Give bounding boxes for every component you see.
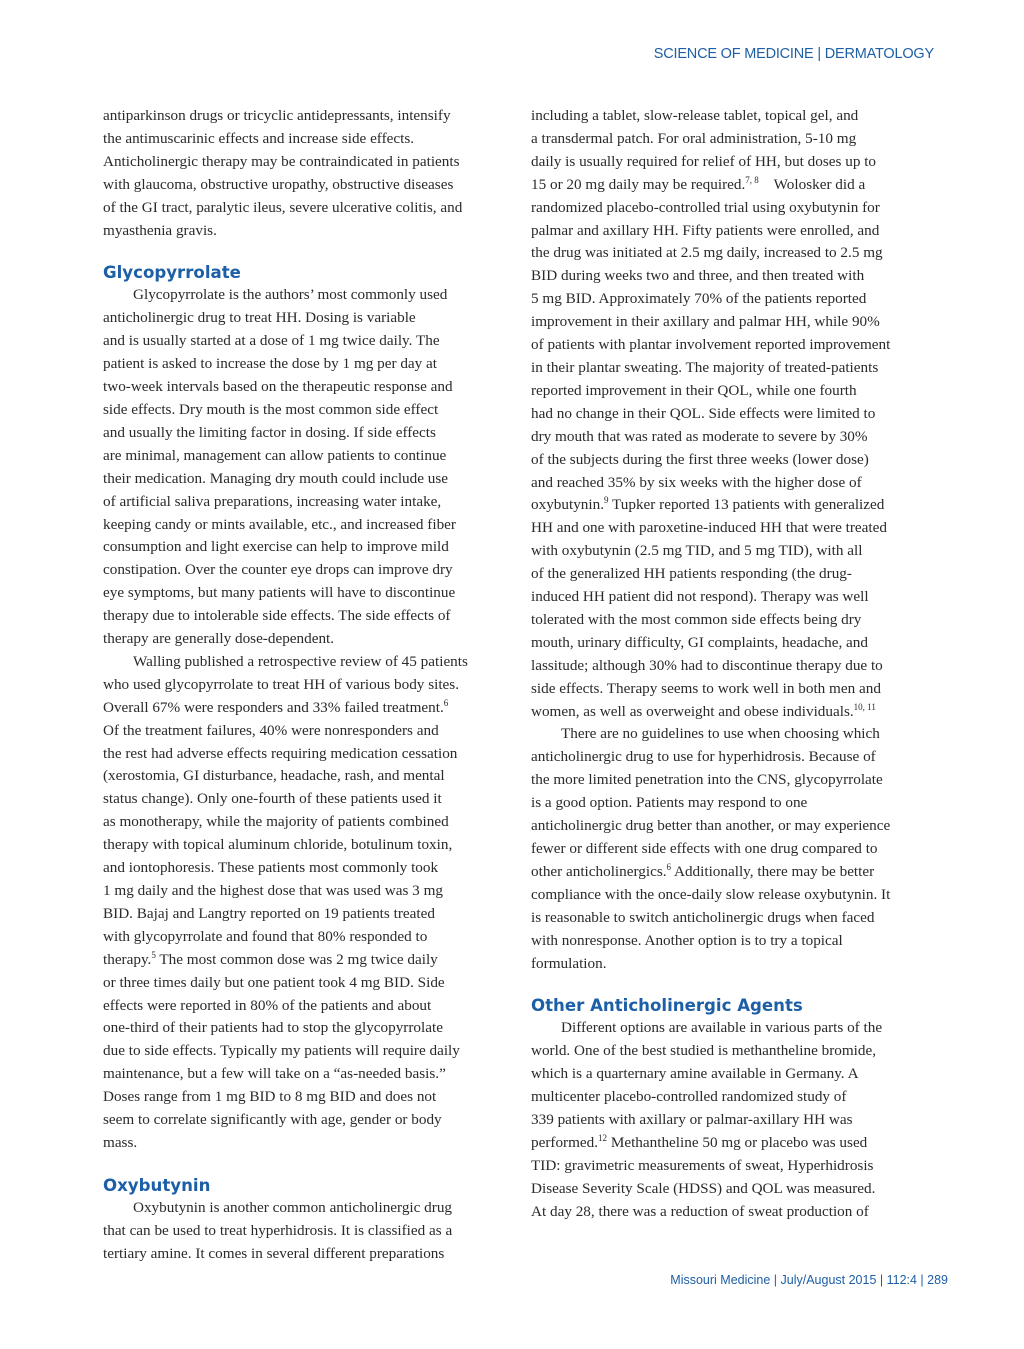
section-gap — [103, 242, 503, 262]
text-line: 339 patients with axillary or palmar-axillary HH was — [531, 1111, 853, 1129]
text-line: fewer or different side effects with one drug compared to — [531, 840, 878, 857]
glycopyrrolate-paragraph-2 — [103, 651, 503, 1155]
text-line: and is usually started at a dose of 1 mg twice daily. The — [103, 332, 440, 350]
text-line: as monotherapy, while the majority of patients combined — [103, 813, 449, 831]
citation-ref: 6 — [666, 861, 672, 872]
text-line: and iontophoresis. These patients most commonly took — [103, 859, 439, 877]
text-line: Of the treatment failures, 40% were nonresponders and — [103, 721, 439, 739]
text-line: the rest had adverse effects requiring medication cessation — [103, 744, 458, 762]
text-line: mass. — [103, 1133, 138, 1151]
text-line: of artificial saliva preparations, increasing water intake, — [103, 492, 442, 510]
text-line: and usually the limiting factor in dosing. If side effects — [103, 423, 436, 441]
text-line — [103, 949, 503, 972]
text-line — [531, 1132, 939, 1155]
text-line: which is a quarternary amine available in Germany. A — [531, 1065, 859, 1083]
text-line: with nonresponse. Another option is to try a topical — [531, 931, 843, 949]
text-span: therapy. — [103, 950, 152, 968]
text-line: had no change in their QOL. Side effects were limited to — [531, 404, 876, 422]
text-span: oxybutynin. — [531, 496, 604, 514]
text-line: world. One of the best studied is methantheline bromide, — [531, 1042, 877, 1060]
citation-ref: 7, 8 — [745, 174, 759, 185]
text-line: lassitude; although 30% had to discontinue therapy due to — [531, 656, 883, 674]
text-line: with glaucoma, obstructive uropathy, obstructive diseases — [103, 175, 454, 193]
text-line: keeping candy or mints available, etc., and increased fiber — [103, 515, 456, 533]
text-line: (xerostomia, GI disturbance, headache, rash, and mental — [103, 767, 445, 785]
text-span: Overall 67% were responders and 33% failed treatment. — [103, 698, 444, 716]
text-line — [531, 861, 939, 884]
text-line: of patients with plantar involvement reported improvement — [531, 336, 891, 354]
text-line: formulation. — [531, 954, 607, 972]
text-span: Tupker reported 13 patients with generalized — [608, 496, 885, 514]
anticholinergic-choice-paragraph — [531, 723, 939, 975]
text-line: therapy with topical aluminum chloride, botulinum toxin, — [103, 836, 453, 854]
glycopyrrolate-paragraph-1 — [103, 284, 503, 651]
oxybutynin-paragraph-1 — [103, 1197, 503, 1266]
text-line: anticholinergic drug better than another, or may experience — [531, 817, 891, 835]
text-line: Anticholinergic therapy may be contraindicated in patients — [103, 152, 460, 170]
text-line — [531, 494, 939, 517]
citation-ref: 10, 11 — [853, 701, 876, 712]
text-line: patient is asked to increase the dose by 1 mg per day at — [103, 355, 438, 373]
text-line: BID during weeks two and three, and then treated with — [531, 267, 865, 285]
text-line: TID: gravimetric measurements of sweat, Hyperhidrosis — [531, 1156, 874, 1174]
intro-paragraph — [103, 105, 503, 242]
text-line: tolerated with the most common side effects being dry — [531, 610, 862, 628]
text-line: therapy are generally dose-dependent. — [103, 630, 335, 648]
running-header: SCIENCE OF MEDICINE | DERMATOLOGY — [653, 46, 934, 62]
page-footer: Missouri Medicine | July/August 2015 | 112:4 | 289 — [670, 1273, 948, 1287]
text-line: two-week intervals based on the therapeutic response and — [103, 378, 453, 396]
text-line: and reached 35% by six weeks with the higher dose of — [531, 473, 862, 491]
text-line: improvement in their axillary and palmar HH, while 90% — [531, 313, 880, 331]
section-heading-other-anticholinergic-agents: Other Anticholinergic Agents — [531, 996, 803, 1016]
text-line: due to side effects. Typically my patients will require daily — [103, 1042, 460, 1060]
section-heading-oxybutynin: Oxybutynin — [103, 1175, 211, 1195]
text-line: a transdermal patch. For oral administration, 5-10 mg — [531, 129, 857, 147]
text-line: Oxybutynin is another common anticholinergic drug — [133, 1198, 453, 1216]
text-span: other anticholinergics. — [531, 862, 667, 880]
text-line: or three times daily but one patient took 4 mg BID. Side — [103, 973, 445, 991]
text-line: the more limited penetration into the CNS, glycopyrrolate — [531, 771, 883, 789]
section-heading-glycopyrrolate: Glycopyrrolate — [103, 263, 241, 283]
text-line: tertiary amine. It comes in several different preparations — [103, 1244, 445, 1262]
text-span: Additionally, there may be better — [671, 862, 875, 880]
text-line: HH and one with paroxetine-induced HH that were treated — [531, 519, 887, 537]
text-line: myasthenia gravis. — [103, 221, 217, 239]
text-line: including a tablet, slow-release tablet, topical gel, and — [531, 107, 859, 124]
text-line: the drug was initiated at 2.5 mg daily, increased to 2.5 mg — [531, 244, 883, 262]
text-line: eye symptoms, but many patients will have to discontinue — [103, 584, 456, 602]
text-line: of the subjects during the first three weeks (lower dose) — [531, 450, 869, 468]
text-line: is reasonable to switch anticholinergic drugs when faced — [531, 908, 875, 926]
text-line: is a good option. Patients may respond to one — [531, 794, 808, 812]
text-line: therapy due to intolerable side effects. The side effects of — [103, 607, 451, 625]
text-line: who used glycopyrrolate to treat HH of various body sites. — [103, 675, 459, 693]
text-line: BID. Bajaj and Langtry reported on 19 patients treated — [103, 904, 435, 922]
text-line: Doses range from 1 mg BID to 8 mg BID and does not — [103, 1088, 437, 1106]
text-line: of the GI tract, paralytic ileus, severe ulcerative colitis, and — [103, 198, 463, 216]
text-span: The most common dose was 2 mg twice daily — [155, 950, 438, 968]
text-span: 15 or 20 mg daily may be required. — [531, 175, 746, 193]
text-line: anticholinergic drug to use for hyperhidrosis. Because of — [531, 748, 876, 766]
other-agents-paragraph — [531, 1017, 939, 1223]
text-line: dry mouth that was rated as moderate to severe by 30% — [531, 427, 868, 445]
text-line: palmar and axillary HH. Fifty patients were enrolled, and — [531, 221, 880, 239]
text-span: performed. — [531, 1133, 599, 1151]
left-column — [103, 105, 503, 1266]
text-line: mouth, urinary difficulty, GI complaints, headache, and — [531, 633, 868, 651]
text-line: effects were reported in 80% of the patients and about — [103, 996, 432, 1014]
text-line: in their plantar sweating. The majority of treated-patients — [531, 358, 879, 376]
text-line — [103, 697, 503, 720]
text-line: 1 mg daily and the highest dose that was used was 3 mg — [103, 882, 443, 899]
text-line: one-third of their patients had to stop the glycopyrrolate — [103, 1019, 443, 1037]
text-line: There are no guidelines to use when choosing which — [561, 725, 880, 743]
section-gap — [531, 975, 939, 995]
text-line: 5 mg BID. Approximately 70% of the patients reported — [531, 290, 867, 308]
text-line: Walling published a retrospective review of 45 patients — [133, 652, 468, 670]
text-line: randomized placebo-controlled trial using oxybutynin for — [531, 198, 880, 216]
text-span: women, as well as overweight and obese individuals. — [531, 702, 854, 720]
text-line — [531, 701, 939, 724]
text-line: Disease Severity Scale (HDSS) and QOL was measured. — [531, 1179, 876, 1197]
citation-ref: 5 — [151, 949, 156, 960]
right-column — [531, 105, 939, 1224]
oxybutynin-paragraph-1-continued — [531, 105, 939, 723]
text-line: side effects. Dry mouth is the most common side effect — [103, 400, 439, 418]
text-line: consumption and light exercise can help to improve mild — [103, 538, 449, 556]
text-line: reported improvement in their QOL, while one fourth — [531, 381, 857, 399]
text-line: Different options are available in various parts of the — [561, 1019, 883, 1037]
text-line: compliance with the once-daily slow release oxybutynin. It — [531, 885, 891, 903]
text-line: maintenance, but a few will take on a “as-needed basis.” — [103, 1065, 446, 1083]
text-line: antiparkinson drugs or tricyclic antidepressants, intensify — [103, 107, 451, 124]
citation-ref: 6 — [443, 697, 449, 708]
text-line: side effects. Therapy seems to work well in both men and — [531, 679, 881, 697]
text-line — [531, 174, 939, 197]
text-line: multicenter placebo-controlled randomized study of — [531, 1088, 847, 1106]
citation-ref: 12 — [598, 1132, 608, 1143]
text-line: the antimuscarinic effects and increase side effects. — [103, 129, 415, 147]
text-line: daily is usually required for relief of HH, but doses up to — [531, 152, 877, 170]
text-line: seem to correlate significantly with age, gender or body — [103, 1111, 442, 1129]
text-line: with oxybutynin (2.5 mg TID, and 5 mg TID), with all — [531, 542, 863, 560]
text-span: Wolosker did a — [758, 175, 866, 193]
citation-ref: 9 — [604, 495, 609, 506]
text-line: of the generalized HH patients responding (the drug- — [531, 565, 852, 583]
text-line: At day 28, there was a reduction of sweat production of — [531, 1202, 869, 1220]
text-line: Glycopyrrolate is the authors’ most commonly used — [133, 286, 448, 304]
text-line: induced HH patient did not respond). Therapy was well — [531, 588, 869, 606]
text-line: anticholinergic drug to treat HH. Dosing is variable — [103, 309, 416, 327]
text-line: constipation. Over the counter eye drops can improve dry — [103, 561, 453, 579]
text-line: are minimal, management can allow patients to continue — [103, 446, 447, 464]
section-gap — [103, 1155, 503, 1175]
text-line: that can be used to treat hyperhidrosis. It is classified as a — [103, 1221, 453, 1239]
text-line: their medication. Managing dry mouth could include use — [103, 469, 449, 487]
text-span: Methantheline 50 mg or placebo was used — [607, 1133, 868, 1151]
text-line: status change). Only one-fourth of these patients used it — [103, 790, 442, 808]
text-line: with glycopyrrolate and found that 80% responded to — [103, 927, 428, 945]
